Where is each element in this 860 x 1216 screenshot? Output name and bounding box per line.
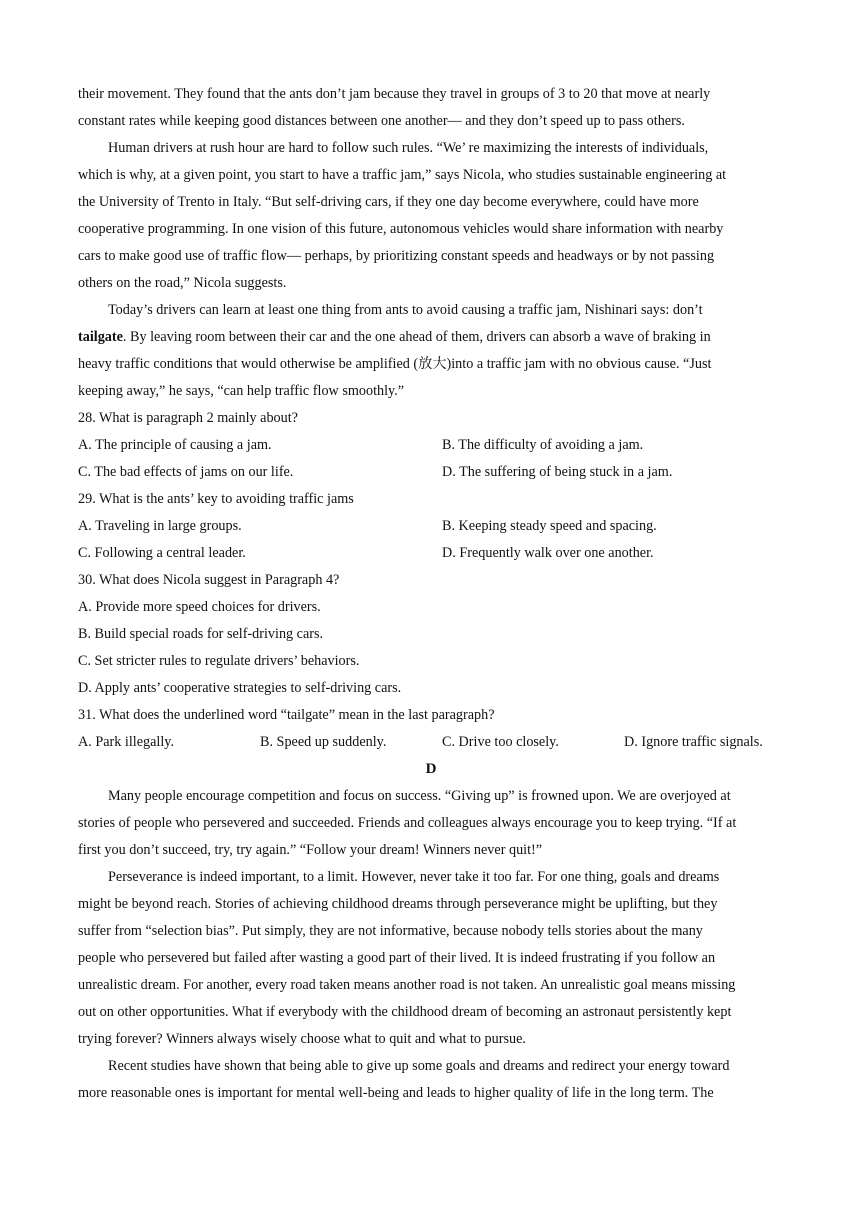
option-a: A. Traveling in large groups. — [78, 518, 242, 534]
paragraph-line: constant rates while keeping good distances between one another— and they don’t speed up to pass others. — [78, 113, 685, 129]
paragraph-line: Today’s drivers can learn at least one thing from ants to avoid causing a traffic jam, Nishinari says: don’t — [108, 302, 703, 318]
option-c: C. The bad effects of jams on our life. — [78, 464, 294, 480]
paragraph-line — [78, 324, 784, 351]
paragraph-line: more reasonable ones is important for mental well-being and leads to higher quality of life in the long term. The — [78, 1085, 714, 1101]
question-stem: 31. What does the underlined word “tailgate” mean in the last paragraph? — [78, 707, 495, 723]
question-stem: 29. What is the ants’ key to avoiding traffic jams — [78, 491, 354, 507]
paragraph-line: suffer from “selection bias”. Put simply, they are not informative, because nobody tells stories about the many — [78, 923, 703, 939]
paragraph-line: their movement. They found that the ants don’t jam because they travel in groups of 3 to 20 that move at nearly — [78, 86, 711, 102]
paragraph-line: cooperative programming. In one vision of this future, autonomous vehicles would share information with nearby — [78, 221, 724, 237]
option-d: D. Ignore traffic signals. — [624, 734, 763, 750]
option-c: C. Following a central leader. — [78, 545, 246, 561]
question-stem: 30. What does Nicola suggest in Paragraph 4? — [78, 572, 340, 588]
options-row — [78, 432, 784, 459]
paragraph-line: others on the road,” Nicola suggests. — [78, 275, 287, 291]
keyword-tailgate: tailgate — [78, 329, 123, 345]
options-row — [78, 729, 784, 756]
paragraph-line: unrealistic dream. For another, every road taken means another road is not taken. An unrealistic goal means missing — [78, 977, 736, 993]
option-b: B. The difficulty of avoiding a jam. — [442, 437, 644, 453]
option-b: B. Speed up suddenly. — [260, 734, 387, 750]
paragraph-line: people who persevered but failed after wasting a good part of their lived. It is indeed frustrating if you follow an — [78, 950, 716, 966]
paragraph-line: Perseverance is indeed important, to a limit. However, never take it too far. For one thing, goals and dreams — [108, 869, 720, 885]
paragraph-line: Recent studies have shown that being able to give up some goals and dreams and redirect your energy toward — [108, 1058, 730, 1074]
option-c: C. Drive too closely. — [442, 734, 559, 750]
paragraph-line: trying forever? Winners always wisely choose what to quit and what to pursue. — [78, 1031, 526, 1047]
option-d: D. The suffering of being stuck in a jam. — [442, 464, 673, 480]
paragraph-line: which is why, at a given point, you start to have a traffic jam,” says Nicola, who studies sustainable engineering at — [78, 167, 727, 183]
paragraph-line: Many people encourage competition and focus on success. “Giving up” is frowned upon. We are overjoyed at — [108, 788, 731, 804]
option-a: A. Provide more speed choices for drivers. — [78, 599, 321, 615]
option-a: A. The principle of causing a jam. — [78, 437, 272, 453]
question-stem: 28. What is paragraph 2 mainly about? — [78, 410, 298, 426]
paragraph-text: . By leaving room between their car and the one ahead of them, drivers can absorb a wave of braking in — [122, 329, 711, 345]
paragraph-line: first you don’t succeed, try, try again.” “Follow your dream! Winners never quit!” — [78, 842, 543, 858]
paragraph-line: stories of people who persevered and succeeded. Friends and colleagues always encourage you to keep trying. “If at — [78, 815, 737, 831]
paragraph-line: keeping away,” he says, “can help traffic flow smoothly.” — [78, 383, 405, 399]
option-d: D. Frequently walk over one another. — [442, 545, 654, 561]
option-b: B. Build special roads for self-driving cars. — [78, 626, 324, 642]
document-body — [78, 81, 784, 1107]
paragraph-line: heavy traffic conditions that would otherwise be amplified (放大)into a traffic jam with no obvious cause. “Just — [78, 356, 712, 372]
paragraph-line: out on other opportunities. What if everybody with the childhood dream of becoming an astronaut persistently kept — [78, 1004, 732, 1020]
paragraph-line: Human drivers at rush hour are hard to follow such rules. “We’ re maximizing the interests of individuals, — [108, 140, 709, 156]
options-row — [78, 513, 784, 540]
paragraph-line: cars to make good use of traffic flow— perhaps, by prioritizing constant speeds and headways or by not passing — [78, 248, 715, 264]
paragraph-line: might be beyond reach. Stories of achieving childhood dreams through perseverance might be uplifting, but they — [78, 896, 718, 912]
option-c: C. Set stricter rules to regulate drivers’ behaviors. — [78, 653, 360, 669]
options-row — [78, 540, 784, 567]
option-d: D. Apply ants’ cooperative strategies to self-driving cars. — [78, 680, 402, 696]
options-row — [78, 459, 784, 486]
section-heading: D — [425, 761, 437, 777]
paragraph-line: the University of Trento in Italy. “But self-driving cars, if they one day become everywhere, could have more — [78, 194, 699, 210]
option-b: B. Keeping steady speed and spacing. — [442, 518, 657, 534]
option-a: A. Park illegally. — [78, 734, 175, 750]
